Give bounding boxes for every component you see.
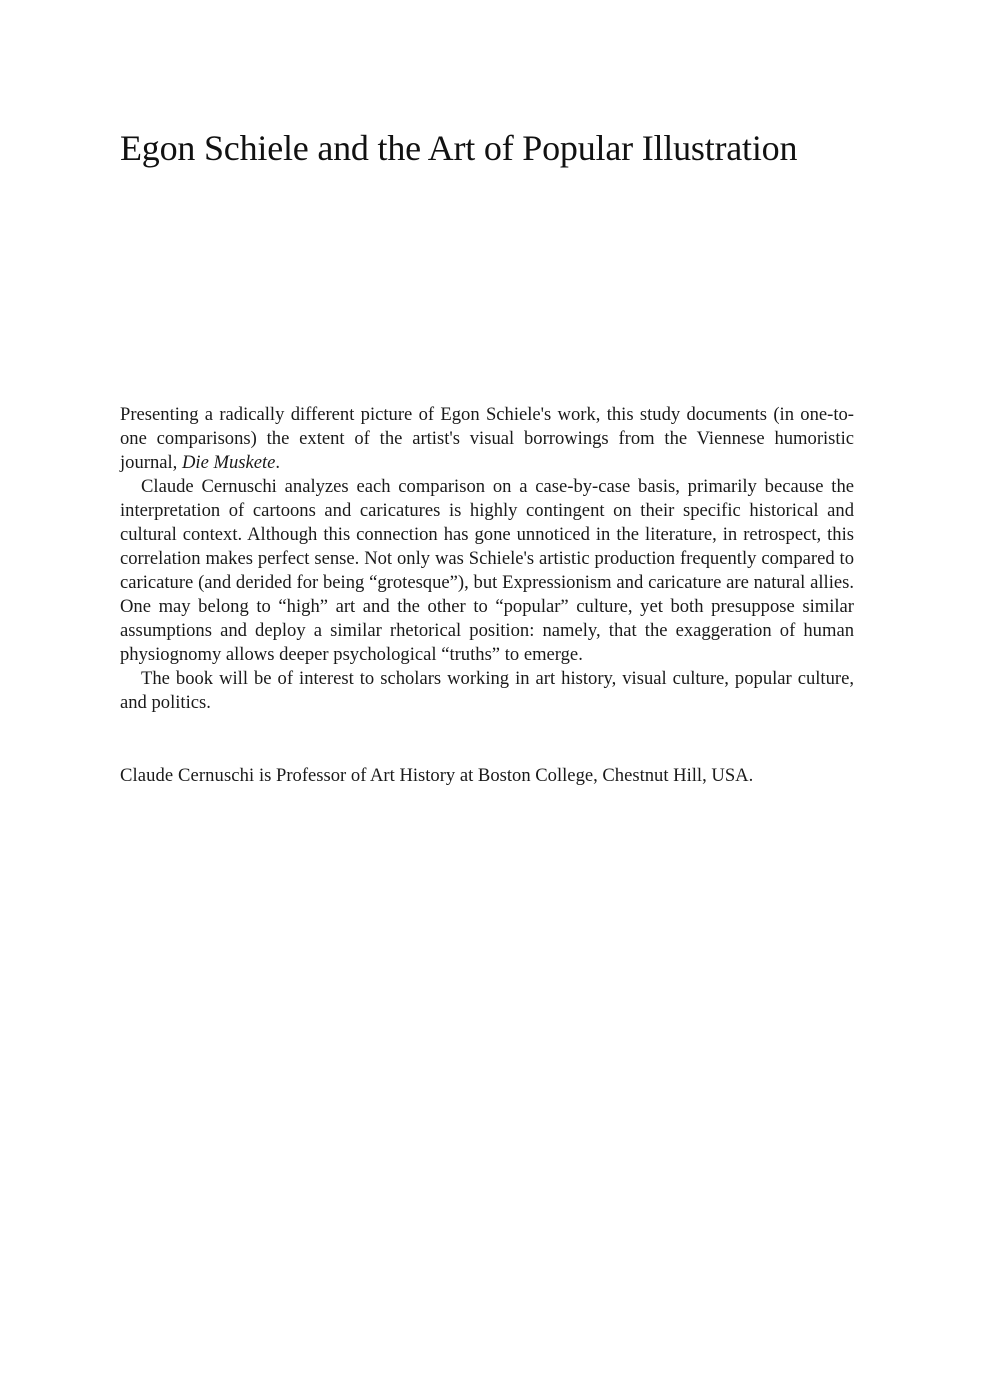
paragraph-1-end: . bbox=[275, 452, 281, 473]
description-paragraph-1 bbox=[120, 403, 854, 475]
book-title: Egon Schiele and the Art of Popular Illustration bbox=[120, 128, 798, 168]
description-paragraph-3: The book will be of interest to scholars working in art history, visual culture, popular culture, and politics. bbox=[120, 668, 854, 713]
author-bio-text: is Professor of Art History at Boston College, Chestnut Hill, USA. bbox=[254, 765, 754, 786]
journal-title: Die Muskete bbox=[181, 452, 276, 473]
paragraph-1-text: Presenting a radically different picture of Egon Schiele's work, this study documents (in one-to-one comparisons) the extent of the artist's visual borrowings from the Viennese humoristic journal, bbox=[120, 404, 854, 473]
author-name: Claude Cernuschi bbox=[120, 765, 255, 786]
book-description bbox=[120, 403, 854, 715]
author-bio bbox=[120, 764, 860, 788]
description-paragraph-2: Claude Cernuschi analyzes each comparison on a case-by-case basis, primarily because the interpretation of cartoons and caricatures is highly contingent on their specific historical and cultural context. Although this connection has gone unnoticed in the literature, in retrospect, this correlation makes perfect sense. Not only was Schiele's artistic production frequently compared to caricature (and derided for being “grotesque”), but Expressionism and caricature are natural allies. One may belong to “high” art and the other to “popular” culture, yet both presuppose similar assumptions and deploy a similar rhetorical position: namely, that the exaggeration of human physiognomy allows deeper psychological “truths” to emerge. bbox=[120, 476, 854, 665]
